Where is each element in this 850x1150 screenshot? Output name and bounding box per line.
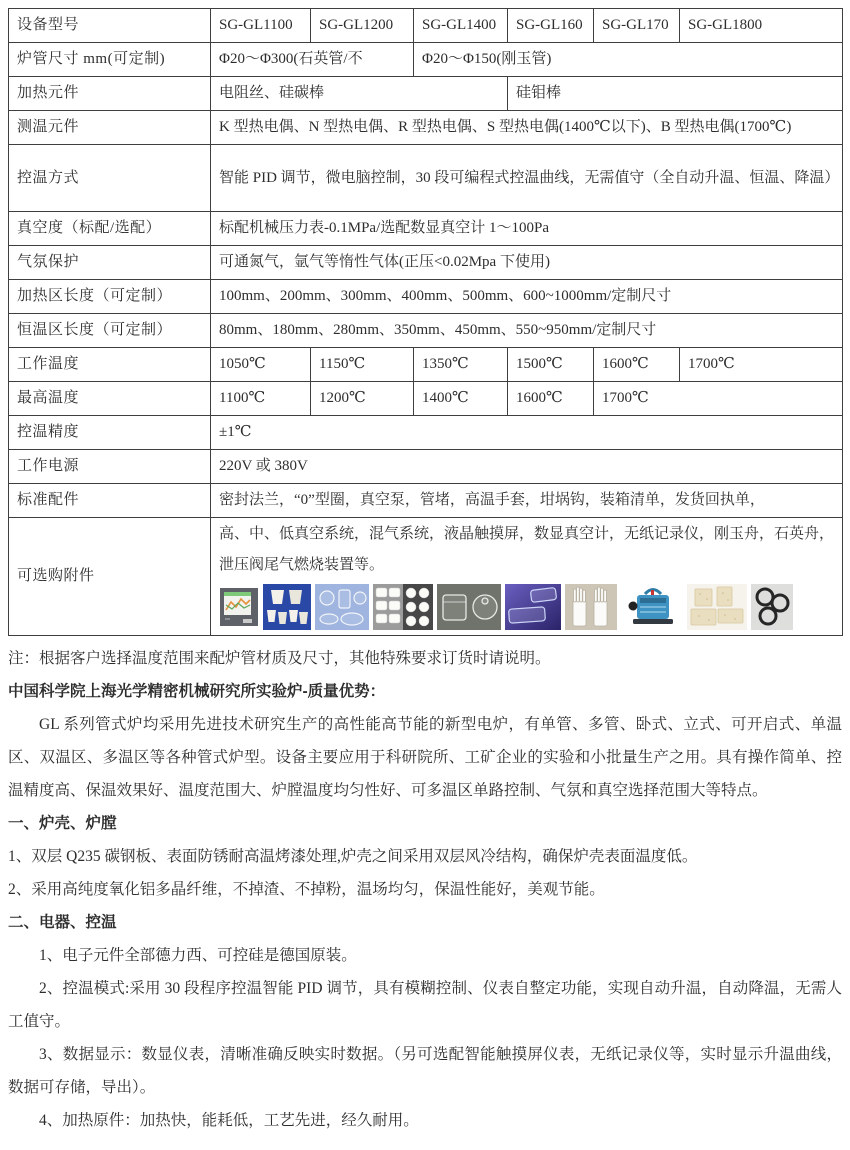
spec-label-temp-control-mode: 控温方式 [9,145,211,212]
quartz-boats-image [505,584,561,630]
section-1-item-2: 2、采用高纯度氧化铝多晶纤维，不掉渣、不掉粉，温场均匀，保温性能好，美观节能。 [8,881,605,898]
quality-advantages-title: 中国科学院上海光学精密机械研究所实验炉-质量优势： [8,683,386,700]
section-2-item-3: 3、数据显示：数显仪表，清晰准确反映实时数据。（另可选配智能触摸屏仪表，无纸记录仪等，实时显示升温曲线，数据可存储，导出）。 [8,1046,842,1096]
note-line: 注：根据客户选择温度范围来配炉管材质及尺寸，其他特殊要求订货时请说明。 [8,650,551,667]
section-1-item-1: 1、双层 Q235 碳钢板、表面防锈耐高温烤漆处理,炉壳之间采用双层风冷结构，确保炉壳表面温度低。 [8,848,698,865]
spec-value-working-temp-4: 1500℃ [508,348,594,382]
spec-value-optional-accessories-1 [211,518,843,636]
spec-label-vacuum-degree: 真空度（标配/选配） [9,212,211,246]
section-2-item-4: 4、加热原件：加热快，能耗低，工艺先进，经久耐用。 [39,1112,419,1129]
spec-value-model-2: SG-GL1200 [311,9,414,43]
spec-label-power-supply: 工作电源 [9,450,211,484]
spec-value-standard-accessories-1: 密封法兰，“0”型圈，真空泵，管堵，高温手套，坩埚钩，装箱清单，发货回执单， [211,484,843,518]
spec-row-constant-zone-length [9,314,843,348]
spec-value-max-temp-3: 1400℃ [414,382,508,416]
spec-table-body [9,9,843,636]
spec-value-max-temp-2: 1200℃ [311,382,414,416]
spec-value-constant-zone-length-1: 80mm、180mm、280mm、350mm、450mm、550~950mm/定制尺寸 [211,314,843,348]
spec-label-temp-sensor: 测温元件 [9,111,211,145]
spec-value-working-temp-3: 1350℃ [414,348,508,382]
spec-value-max-temp-5: 1700℃ [594,382,843,416]
spec-label-heating-zone-length: 加热区长度（可定制） [9,280,211,314]
section-2-item-2: 2、控温模式:采用 30 段程序控温智能 PID 调节，具有模糊控制、仪表自整定功能，实现自动升温，自动降温，无需人工值守。 [8,980,842,1030]
spec-label-optional-accessories: 可选购附件 [9,518,211,636]
spec-value-tube-size-1: Φ20～Φ300(石英管/不 [211,43,414,77]
spec-label-constant-zone-length: 恒温区长度（可定制） [9,314,211,348]
spec-row-model [9,9,843,43]
spec-label-tube-size: 炉管尺寸 mm(可定制) [9,43,211,77]
ceramic-boats-image [373,584,433,630]
optional-accessories-text: 高、中、低真空系统，混气系统，液晶触摸屏，数显真空计，无纸记录仪，刚玉舟，石英舟，泄压阀尾气燃烧装置等。 [219,526,835,573]
spec-value-model-4: SG-GL160 [508,9,594,43]
intro-paragraph: GL 系列管式炉均采用先进技术研究生产的高性能高节能的新型电炉，有单管、多管、卧式、立式、可开启式、单温区、双温区、多温区等各种管式炉型。设备主要应用于科研院所、工矿企业的实验和小批量生产之用。具有操作简单、控温精度高、保温效果好、温度范围大、炉膛温度均匀性好、可多温区单路控制、气氛和真空选择范围大等特点。 [8,716,842,799]
spec-value-temp-sensor-1: K 型热电偶、N 型热电偶、R 型热电偶、S 型热电偶(1400℃以下)、B 型热电偶(1700℃) [211,111,843,145]
document-page [8,8,842,1137]
spec-row-atmosphere-protection [9,246,843,280]
spec-row-tube-size [9,43,843,77]
spec-value-power-supply-1: 220V 或 380V [211,450,843,484]
spec-value-heating-element-1: 电阻丝、硅碳棒 [211,77,508,111]
section-2-heading: 二、电器、控温 [8,914,117,931]
spec-label-standard-accessories: 标准配件 [9,484,211,518]
vacuum-pump-image [621,584,683,630]
spec-row-optional-accessories [9,518,843,636]
spec-row-working-temp [9,348,843,382]
accessory-thumbnail-strip [219,584,834,630]
paperless-recorder-image [219,584,259,630]
spec-label-heating-element: 加热元件 [9,77,211,111]
spec-value-model-3: SG-GL1400 [414,9,508,43]
spec-row-control-accuracy [9,416,843,450]
spec-value-temp-control-mode-1: 智能 PID 调节，微电脑控制，30 段可编程式控温曲线，无需值守（全自动升温、恒温、降温） [211,145,843,212]
spec-row-vacuum-degree [9,212,843,246]
spec-value-vacuum-degree-1: 标配机械压力表-0.1MPa/选配数显真空计 1～100Pa [211,212,843,246]
spec-value-working-temp-1: 1050℃ [211,348,311,382]
spec-value-tube-size-2: Φ20～Φ150(刚玉管) [414,43,843,77]
o-rings-image [751,584,793,630]
spec-label-control-accuracy: 控温精度 [9,416,211,450]
ceramic-fiber-blocks-image [687,584,747,630]
quartz-glassware-image [315,584,369,630]
spec-table [8,8,843,636]
spec-row-standard-accessories [9,484,843,518]
spec-row-temp-control-mode [9,145,843,212]
ceramic-crucibles-image [263,584,311,630]
spec-value-working-temp-5: 1600℃ [594,348,680,382]
spec-value-working-temp-6: 1700℃ [680,348,843,382]
spec-value-model-5: SG-GL170 [594,9,680,43]
spec-value-atmosphere-protection-1: 可通氮气，氩气等惰性气体(正压<0.02Mpa 下使用) [211,246,843,280]
spec-value-heating-zone-length-1: 100mm、200mm、300mm、400mm、500mm、600~1000mm/定制尺寸 [211,280,843,314]
spec-row-max-temp [9,382,843,416]
section-1-heading: 一、炉壳、炉膛 [8,815,117,832]
spec-label-working-temp: 工作温度 [9,348,211,382]
spec-row-power-supply [9,450,843,484]
spec-row-heating-element [9,77,843,111]
spec-value-max-temp-4: 1600℃ [508,382,594,416]
body-text [8,642,842,1137]
spec-label-model: 设备型号 [9,9,211,43]
spec-value-heating-element-2: 硅钼棒 [508,77,843,111]
spec-value-working-temp-2: 1150℃ [311,348,414,382]
high-temp-gloves-image [565,584,617,630]
spec-row-heating-zone-length [9,280,843,314]
spec-label-max-temp: 最高温度 [9,382,211,416]
section-2-item-1: 1、电子元件全部德力西、可控硅是德国原装。 [39,947,357,964]
spec-row-temp-sensor [9,111,843,145]
spec-value-control-accuracy-1: ±1℃ [211,416,843,450]
spec-value-max-temp-1: 1100℃ [211,382,311,416]
spec-value-model-6: SG-GL1800 [680,9,843,43]
spec-label-atmosphere-protection: 气氛保护 [9,246,211,280]
spec-value-model-1: SG-GL1100 [211,9,311,43]
quartz-vessels-image [437,584,501,630]
